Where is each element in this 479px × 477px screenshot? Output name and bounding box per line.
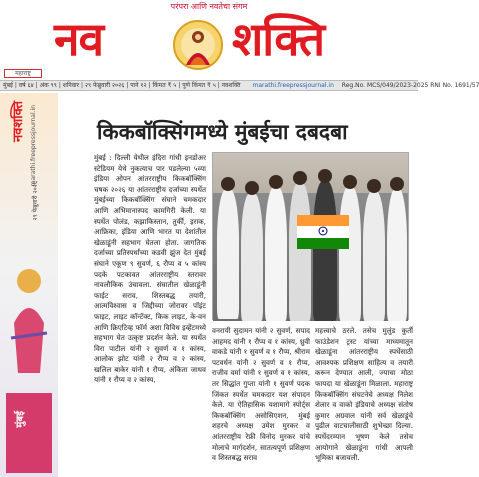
athlete-figure [217,189,239,319]
flag-saffron-band [297,215,349,226]
athlete-figure [289,183,311,321]
athlete-figure [265,187,287,321]
athlete-figure [241,193,263,321]
athlete-head [318,169,332,183]
sidebar-strip [0,93,58,477]
masthead-title-left: नव [54,12,104,66]
website-url: marathi.freepressjournal.in [252,82,334,89]
goddess-emblem-icon [170,19,226,75]
article-column-1 [94,153,206,473]
article-column-2 [212,326,310,472]
sidebar-logo: नवशक्ति [11,101,26,143]
article-column-3-text: महत्त्वाचे ठरले. तसेच मुलुंड कुर्ती फाउंडेशन ट्रस्ट यांच्या माध्यमातून खेळाडूंना आंतरराष्ट्रीय स्पर्धेसाठी आवश्यक प्रशिक्षण साहित्य व तयारी करून देण्यात आली, ज्याचा मोठा फायदा या खेळाडूंना मिळाला. महाराष्ट्र किकबॉक्सिंग संघटनेचे अध्यक्ष निलेश शेलार व वाको इंडियाचे अध्यक्ष संतोष कुमार अग्रवाल यांनी सर्व खेळाडूंचे पुढील वाटचालीसाठी शुभेच्छा दिल्या. स्पर्धेदरम्यान भूषण केले तसेच आयोगाने खेळाडूंना गांधी आपली भूमिका बजावली. [315,326,413,463]
athlete-head [390,177,404,191]
athlete-figure [313,181,337,321]
registration-number: Reg.No. MCS/049/2023-2025 RNI No. 1691/57 [341,82,479,89]
athlete-head [245,181,259,195]
sidebar-subtitle: marathi.freepressjournal.in [30,105,37,187]
ashoka-chakra-icon [318,226,328,236]
athlete-head [343,175,357,189]
flag-white-band [297,226,349,237]
indian-flag [297,215,349,249]
masthead-title-right: शक्ति [232,12,325,66]
athlete-figure [339,187,361,321]
article-column-1-text: मुंबई : दिल्ली येथील इंदिरा गांधी इनडोअर स्टेडियम येथे नुकत्याच पार पडलेल्या ५व्या इंडिया ओपन आंतरराष्ट्रीय किकबॉक्सिंग चषक २०२६ या आंतरराष्ट्रीय दर्जाच्या स्पर्धेत मुंबईच्या किकबॉक्सिंग संघाने चमकदार आणि अभिमानास्पद कामगिरी केली. या स्पर्धेत पोलंड, कझाकिस्तान, तुर्की, इराक, आफ्रिका, इंडिया आणि भारत या देशांतील खेळाडूंनी सहभाग घेतला होता. जागतिक दर्जाच्या प्रतिस्पर्धांच्या कडवी झुंज देत मुंबई संघाने एकूण ९ सुवर्ण, ६ रौप्य व ५ कांस्य पदके पटकावत आंतरराष्ट्रीय स्तरावर नावलौकिक उंचावला. संघातील खेळाडूंनी फाईट सराव, शिस्तबद्ध तयारी, आत्मविश्वास व जिद्दीच्या जोरावर पॉइंट फाइट, लाइट कॉन्टॅक्ट, किक लाइट, के-वन आणि क्रिएटिव्ह फॉर्म अशा विविध इव्हेंटमध्ये सहभाग घेत उत्कृष्ट प्रदर्शन केले. या स्पर्धेत विरा पाटील यांनी २ सुवर्ण व १ कांस्य, आलोक झोट यांनी २ रौप्य व २ कांस्य, खलिल बाकेर यांनी १ रौप्य, अंकिता जाधव यांनी १ रौप्य व २ कांस्य, [94,153,206,385]
athlete-head [293,171,307,185]
sidebar-illustration-icon [6,263,52,383]
athlete-figure [363,191,385,321]
athlete-head [221,177,235,191]
athlete-head [367,179,381,193]
sidebar-date: २९ फेब्रुवारी २०२६ [32,181,39,221]
dateline-bar [0,80,479,91]
athlete-head [269,175,283,189]
sidebar-color-band [6,393,52,473]
flag-green-band [297,238,349,249]
article-column-2-text: वनरायी सुदामन यांनी २ सुवर्ण, सपाद आहमद यांनी १ रौप्य व १ कांस्य, ध्रुवी वाकडे यांनी १ सुवर्ण व १ रौप्य, श्रीराम पटवर्धन यांनी २ सुवर्ण व १ रौप्य, राजीव वर्मा यांनी १ सुवर्ण व १ कांस्य, तर सिद्धांत गुप्ता यांनी १ सुवर्ण पदक जिंकत स्पर्धेत चमकदार यश संपादन केले. या ऐतिहासिक यशामागे स्पोर्ट्स किकबॉक्सिंग असोसिएशन, मुंबई शहरचे अध्यक्ष उमेश मुरकर व आंतरराष्ट्रीय रेफ्री विनोद मुरकर यांचे मोलाचे मार्गदर्शन, सातत्यपूर्ण प्रशिक्षण व शिस्तबद्ध सराव [212,326,310,463]
team-photo [212,152,409,320]
edition-badge: महाराष्ट्र [4,69,42,78]
masthead-tagline: परंपरा आणि नवतेचा संगम [170,2,248,11]
athlete-figure [387,189,407,321]
article-column-3 [315,326,413,472]
sidebar-tag: मुंबई [15,411,26,428]
dateline-text: मुंबई | वर्ष ६४ | अंक ९९ | शनिवार | २९ फेब्रुवारी २०२६ | पाने १२ | किंमत ₹ ५ | पुणे किंमत ₹ ५ | नवशक्ति [3,82,241,89]
headline: किकबॉक्सिंगमध्ये मुंबईचा दबदबा [97,119,348,144]
